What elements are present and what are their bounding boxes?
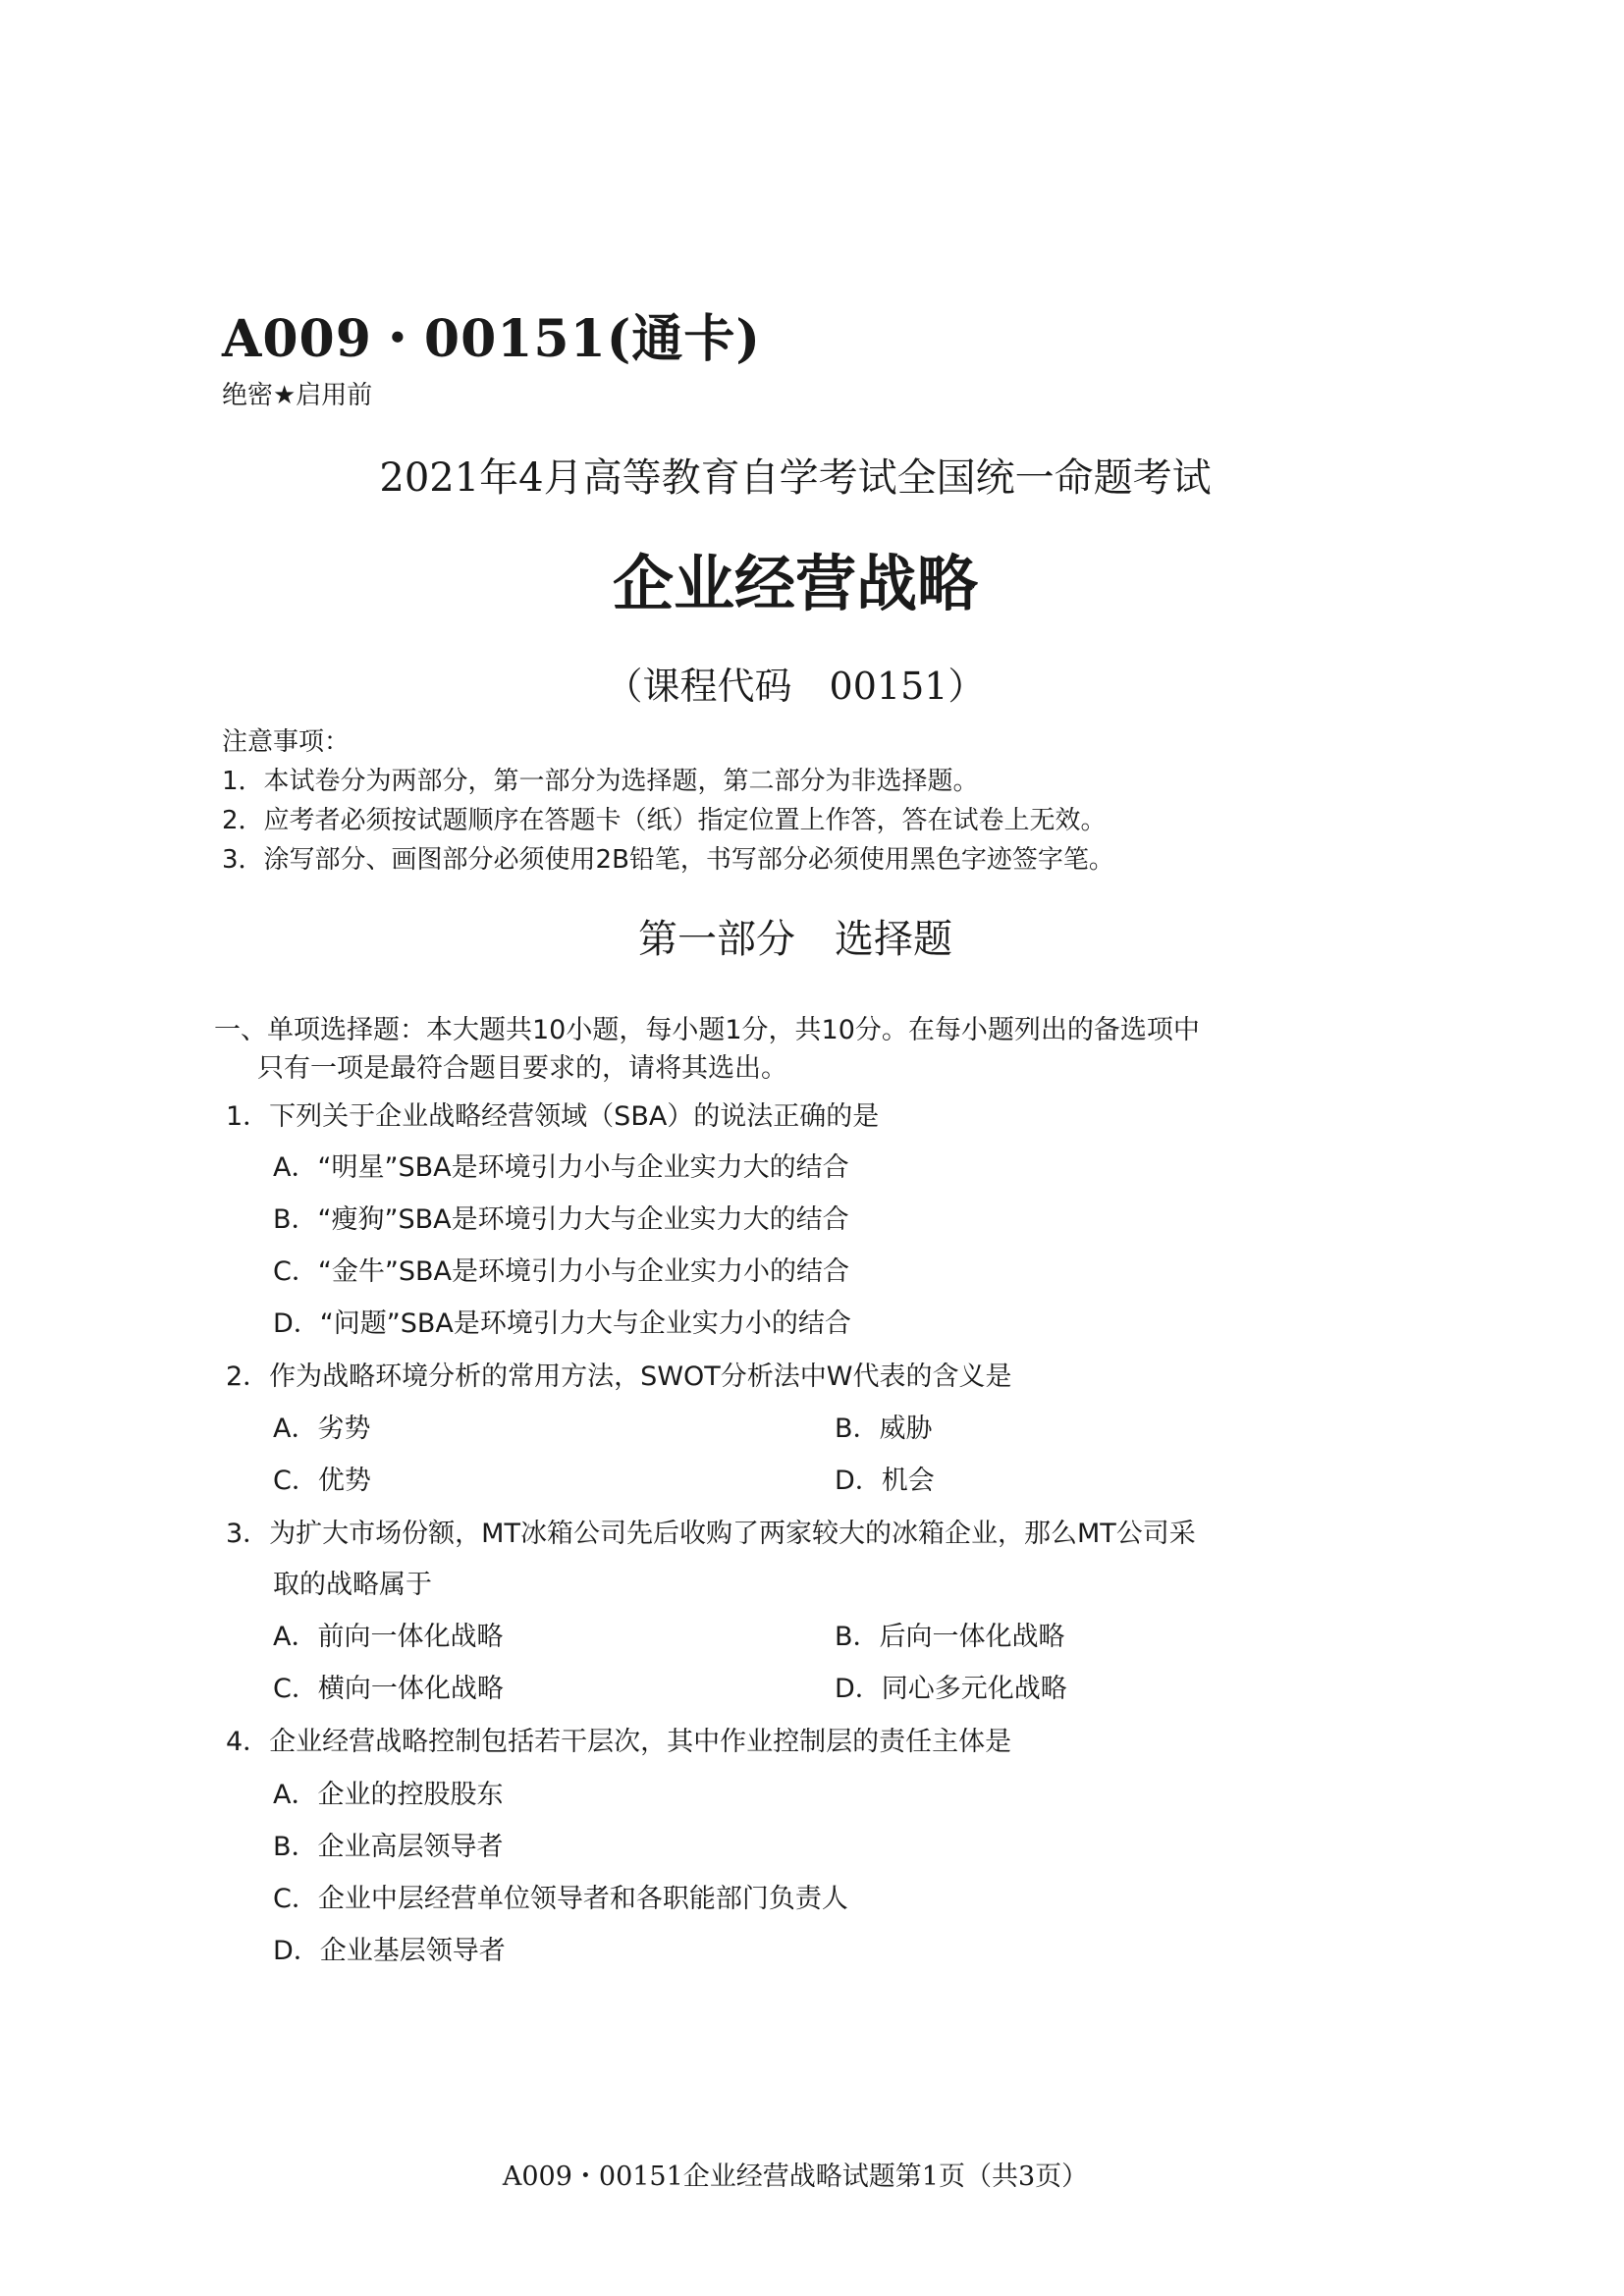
question-2-stem: 2．作为战略环境分析的常用方法，SWOT分析法中W代表的含义是	[226, 1362, 1012, 1392]
question-2-option-c: C．优势	[273, 1466, 371, 1496]
question-2-option-a: A．劣势	[273, 1414, 371, 1444]
section-instructions-cont: 只有一项是最符合题目要求的，请将其选出。	[257, 1053, 787, 1084]
notice-item: 1．本试卷分为两部分，第一部分为选择题，第二部分为非选择题。	[222, 767, 979, 796]
question-1-option-b: B．“瘦狗”SBA是环境引力大与企业实力大的结合	[273, 1204, 849, 1235]
question-1-option-d: D．“问题”SBA是环境引力大与企业实力小的结合	[273, 1308, 851, 1339]
page-footer: A009・00151企业经营战略试题第1页（共3页）	[502, 2162, 1089, 2192]
question-3-option-a: A．前向一体化战略	[273, 1622, 504, 1652]
question-2-option-b: B．威胁	[835, 1414, 933, 1444]
part-heading: 第一部分 选择题	[638, 917, 952, 962]
question-4-option-c: C．企业中层经营单位领导者和各职能部门负责人	[273, 1884, 848, 1914]
confidential-label: 绝密★启用前	[222, 381, 373, 410]
question-3-stem-cont: 取的战略属于	[273, 1570, 432, 1600]
question-4-option-d: D．企业基层领导者	[273, 1936, 506, 1966]
section-instructions: 一、单项选择题：本大题共10小题，每小题1分，共10分。在每小题列出的备选项中	[214, 1015, 1200, 1045]
question-3-option-c: C．横向一体化战略	[273, 1674, 504, 1704]
question-2-option-d: D．机会	[835, 1466, 935, 1496]
question-4-option-b: B．企业高层领导者	[273, 1832, 504, 1862]
question-4-stem: 4．企业经营战略控制包括若干层次，其中作业控制层的责任主体是	[226, 1727, 1012, 1757]
question-1-option-c: C．“金牛”SBA是环境引力小与企业实力小的结合	[273, 1256, 849, 1287]
question-3-stem: 3．为扩大市场份额，MT冰箱公司先后收购了两家较大的冰箱企业，那么MT公司采	[226, 1519, 1196, 1549]
notice-heading: 注意事项：	[222, 727, 351, 757]
subject-title: 企业经营战略	[612, 548, 978, 619]
notice-item: 2．应考者必须按试题顺序在答题卡（纸）指定位置上作答，答在试卷上无效。	[222, 806, 1107, 835]
course-code: （课程代码 00151）	[605, 665, 986, 708]
question-1-option-a: A．“明星”SBA是环境引力小与企业实力大的结合	[273, 1152, 849, 1183]
paper-code: A009・00151(通卡)	[222, 309, 762, 369]
notice-item: 3．涂写部分、画图部分必须使用2B铅笔，书写部分必须使用黑色字迹签字笔。	[222, 845, 1114, 875]
question-1-stem: 1．下列关于企业战略经营领域（SBA）的说法正确的是	[226, 1101, 880, 1132]
question-4-option-a: A．企业的控股股东	[273, 1780, 504, 1810]
exam-title: 2021年4月高等教育自学考试全国统一命题考试	[379, 455, 1212, 501]
question-3-option-d: D．同心多元化战略	[835, 1674, 1067, 1704]
question-3-option-b: B．后向一体化战略	[835, 1622, 1065, 1652]
